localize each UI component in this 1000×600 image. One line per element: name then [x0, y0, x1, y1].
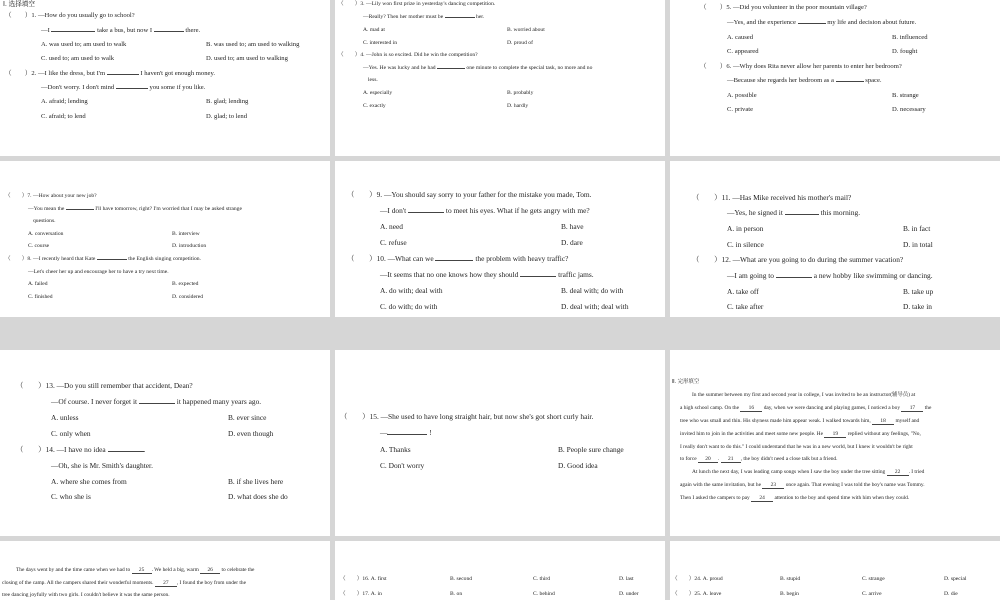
slide-10 [0, 541, 330, 600]
passage-line: tree who was small and thin. His shyness made him appear weak. I walked towards him, 18 myself and [680, 418, 920, 424]
question-3: （ ）3. —Lily won first prize in yesterday's dancing competition. [338, 1, 496, 7]
option-b: B. ever since [228, 413, 267, 422]
slide-6 [670, 161, 1000, 317]
option-a: A. was used to; am used to walk [41, 41, 127, 48]
option-a: A. take off [727, 287, 759, 296]
option-d: D. glad; to lend [206, 113, 248, 120]
slide-12 [670, 541, 1000, 600]
blank-18: 18 [872, 419, 894, 425]
passage-line: At lunch the next day, I was leading camp songs when I saw the boy under the tree sitting 22 . I tried [692, 469, 925, 475]
question-8: （ ）8. —I recently heard that Kate the English singing competition. [5, 256, 201, 262]
option-c: C. interested in [363, 40, 398, 46]
question-15-response: — ! [380, 428, 432, 437]
slide-8 [335, 350, 665, 536]
passage-line: tree dancing joyfully with two girls. I couldn't believe it was the same person. [2, 592, 170, 598]
option-d: D. dare [561, 238, 583, 247]
question-10: （ ）10. —What can we the problem with heavy traffic? [347, 254, 569, 263]
option-c: C. private [727, 106, 754, 113]
question-6-response: —Because she regards her bedroom as a space. [727, 77, 882, 84]
option-row-25: （ ）25. A. leave [672, 591, 722, 597]
option-b: B. take up [903, 287, 934, 296]
question-5: （ ）5. —Did you volunteer in the poor mountain village? [700, 4, 867, 11]
option-d: D. deal with; deal with [561, 302, 629, 311]
option-c: C. strange [862, 576, 885, 582]
slide-9 [670, 350, 1000, 536]
option-a: A. in person [727, 224, 764, 233]
option-b: B. interview [172, 231, 200, 237]
passage-line: In the summer between my first and second year in college, I was invited to be an instructor(辅导员) at [692, 392, 916, 398]
passage-line: closing of the camp. All the campers shared their wonderful moments. 27 , I found the boy from under the [2, 580, 247, 586]
question-4-response: —Yes. He was lucky and he had one minute to complete the special task, no more and no [363, 65, 593, 71]
slide-7 [0, 350, 330, 536]
option-c: C. third [533, 576, 551, 582]
blank-27: 27 [155, 581, 177, 587]
option-b: B. have [561, 222, 584, 231]
option-b: B. People sure change [558, 445, 624, 454]
option-a: A. conversation [28, 231, 64, 237]
question-13: （ ）13. —Do you still remember that accident, Dean? [16, 381, 193, 390]
option-d: D. special [944, 576, 967, 582]
option-d: D. under [619, 591, 639, 597]
option-c: C. take after [727, 302, 764, 311]
option-c: C. only when [51, 429, 91, 438]
option-b: B. expected [172, 281, 199, 287]
option-c: C. refuse [380, 238, 407, 247]
option-b: B. influenced [892, 34, 928, 41]
option-d: D. used to; am used to walking [206, 55, 288, 62]
question-4: （ ）4. —John is so excited. Did he win the competition? [338, 52, 478, 58]
passage-line: The days went by and the time came when we had to 25 . We held a big, warm 26 to celebrate the [16, 567, 255, 573]
option-c: C. behind [533, 591, 555, 597]
slide-3 [670, 0, 1000, 156]
question-14: （ ）14. —I have no idea . [16, 445, 146, 454]
slide-5 [335, 161, 665, 317]
passage-line: a high school camp. On the 16 day, when we were dancing and playing games, I noticed a boy 17 the [680, 405, 932, 411]
question-9-response: —I don't to meet his eyes. What if he gets angry with me? [380, 206, 590, 215]
blank-26: 26 [200, 568, 220, 574]
question-2: （ ）2. —I like the dress, but I'm I haven't got enough money. [5, 70, 215, 77]
option-d: D. die [944, 591, 958, 597]
option-a: A. where she comes from [51, 477, 127, 486]
option-d: D. proud of [507, 40, 533, 46]
question-11: （ ）11. —Has Mike received his mother's mail? [692, 193, 852, 202]
blank-16: 16 [740, 406, 762, 412]
option-d: D. take in [903, 302, 932, 311]
option-d: D. necessary [892, 106, 926, 113]
blank-25: 25 [132, 568, 152, 574]
option-b: B. probably [507, 90, 534, 96]
blank-20: 20 [698, 457, 718, 463]
slide-2 [335, 0, 665, 156]
option-d: D. last [619, 576, 634, 582]
question-1-response: —I take a bus, but now I there. [41, 27, 201, 34]
blank-24: 24 [751, 496, 773, 502]
question-14-response: —Oh, she is Mr. Smith's daughter. [51, 461, 153, 470]
option-b: B. on [450, 591, 463, 597]
option-b: B. in fact [903, 224, 931, 233]
option-b: B. was used to; am used to walking [206, 41, 300, 48]
option-a: A. do with; deal with [380, 286, 443, 295]
question-2-response: —Don't worry. I don't mind you some if you like. [41, 84, 206, 91]
option-a: A. especially [363, 90, 393, 96]
blank-19: 19 [824, 432, 846, 438]
option-a: A. need [380, 222, 403, 231]
passage-line: invited him to join in the activities and meet some new people. He 19 replied without any feelings, "No, [680, 431, 921, 437]
option-c: C. in silence [727, 240, 764, 249]
option-c: C. arrive [862, 591, 882, 597]
option-a: A. afraid; lending [41, 98, 88, 105]
passage-line: to force 20 . 21 , the boy didn't need a close talk but a friend. [680, 456, 838, 462]
option-row-24: （ ）24. A. proud [672, 576, 723, 582]
option-b: B. worried about [507, 27, 545, 33]
option-a: A. failed [28, 281, 48, 287]
option-c: C. finished [28, 294, 53, 300]
blank-22: 22 [887, 470, 909, 476]
option-a: A. Thanks [380, 445, 411, 454]
option-d: D. even though [228, 429, 274, 438]
option-d: D. in total [903, 240, 933, 249]
question-11-response: —Yes, he signed it this morning. [727, 208, 861, 217]
option-d: D. introduction [172, 243, 207, 249]
option-c: C. who she is [51, 492, 91, 501]
passage-line: again with the same invitation, but he 23 once again. That evening I was told the boy's name was Tommy. [680, 482, 925, 488]
question-3-response: —Really? Then her mother must be her. [363, 14, 485, 20]
option-d: D. fought [892, 48, 918, 55]
option-d: D. Good idea [558, 461, 598, 470]
question-10-response: —It seems that no one knows how they should traffic jams. [380, 270, 594, 279]
slide-4 [0, 161, 330, 317]
question-7-response: —You mean the I'll have tomorrow, right? I'm worried that I may be asked strange [28, 206, 242, 212]
option-b: B. begin [780, 591, 799, 597]
option-d: D. hardly [507, 103, 529, 109]
section-heading: Ⅱ. 完形填空 [672, 379, 700, 385]
option-d: D. what does she do [228, 492, 288, 501]
question-12-response: —I am going to a new hobby like swimming or dancing. [727, 271, 933, 280]
option-a: A. mad at [363, 27, 385, 33]
option-c: C. course [28, 243, 50, 249]
question-6: （ ）6. —Why does Rita never allow her parents to enter her bedroom? [700, 63, 902, 70]
question-12: （ ）12. —What are you going to do during the summer vacation? [692, 255, 904, 264]
question-5-response: —Yes, and the experience my life and decision about future. [727, 19, 917, 26]
question-1: （ ）1. —How do you usually go to school? [5, 12, 135, 19]
slide-1 [0, 0, 330, 156]
option-c: C. appeared [727, 48, 759, 55]
option-b: B. stupid [780, 576, 801, 582]
option-b: B. second [450, 576, 473, 582]
option-b: B. strange [892, 92, 919, 99]
section-heading: Ⅰ. 选择填空 [3, 1, 35, 8]
option-c: C. do with; do with [380, 302, 438, 311]
question-9: （ ）9. —You should say sorry to your father for the mistake you made, Tom. [347, 190, 592, 199]
option-row-17: （ ）17. A. in [340, 591, 382, 597]
option-a: A. possible [727, 92, 757, 99]
blank-23: 23 [762, 483, 784, 489]
blank-21: 21 [721, 457, 741, 463]
question-15: （ ）15. —She used to have long straight hair, but now she's got short curly hair. [340, 412, 594, 421]
passage-line: Then I asked the campers to pay 24 attention to the boy and spend time with him when they could. [680, 495, 910, 501]
question-4-continuation: less. [368, 77, 378, 83]
option-a: A. caused [727, 34, 753, 41]
option-row-16: （ ）16. A. first [340, 576, 387, 582]
question-7-continuation: questions. [33, 218, 56, 224]
question-7: （ ）7. —How about your new job? [5, 193, 97, 199]
passage-line: I really don't want to do this." I could understand that he was in a new world, but I knew it wouldn't be right [680, 444, 913, 450]
option-c: C. exactly [363, 103, 386, 109]
option-c: C. Don't worry [380, 461, 425, 470]
option-c: C. afraid; to lend [41, 113, 86, 120]
option-b: B. glad; lending [206, 98, 249, 105]
slide-11 [335, 541, 665, 600]
option-b: B. deal with; do with [561, 286, 624, 295]
blank-17: 17 [901, 406, 923, 412]
question-13-response: —Of course. I never forget it it happened many years ago. [51, 397, 262, 406]
option-c: C. used to; am used to walk [41, 55, 115, 62]
question-8-response: —Let's cheer her up and encourage her to have a try next time. [28, 269, 169, 275]
option-b: B. if she lives here [228, 477, 284, 486]
option-a: A. unless [51, 413, 79, 422]
option-d: D. considered [172, 294, 204, 300]
